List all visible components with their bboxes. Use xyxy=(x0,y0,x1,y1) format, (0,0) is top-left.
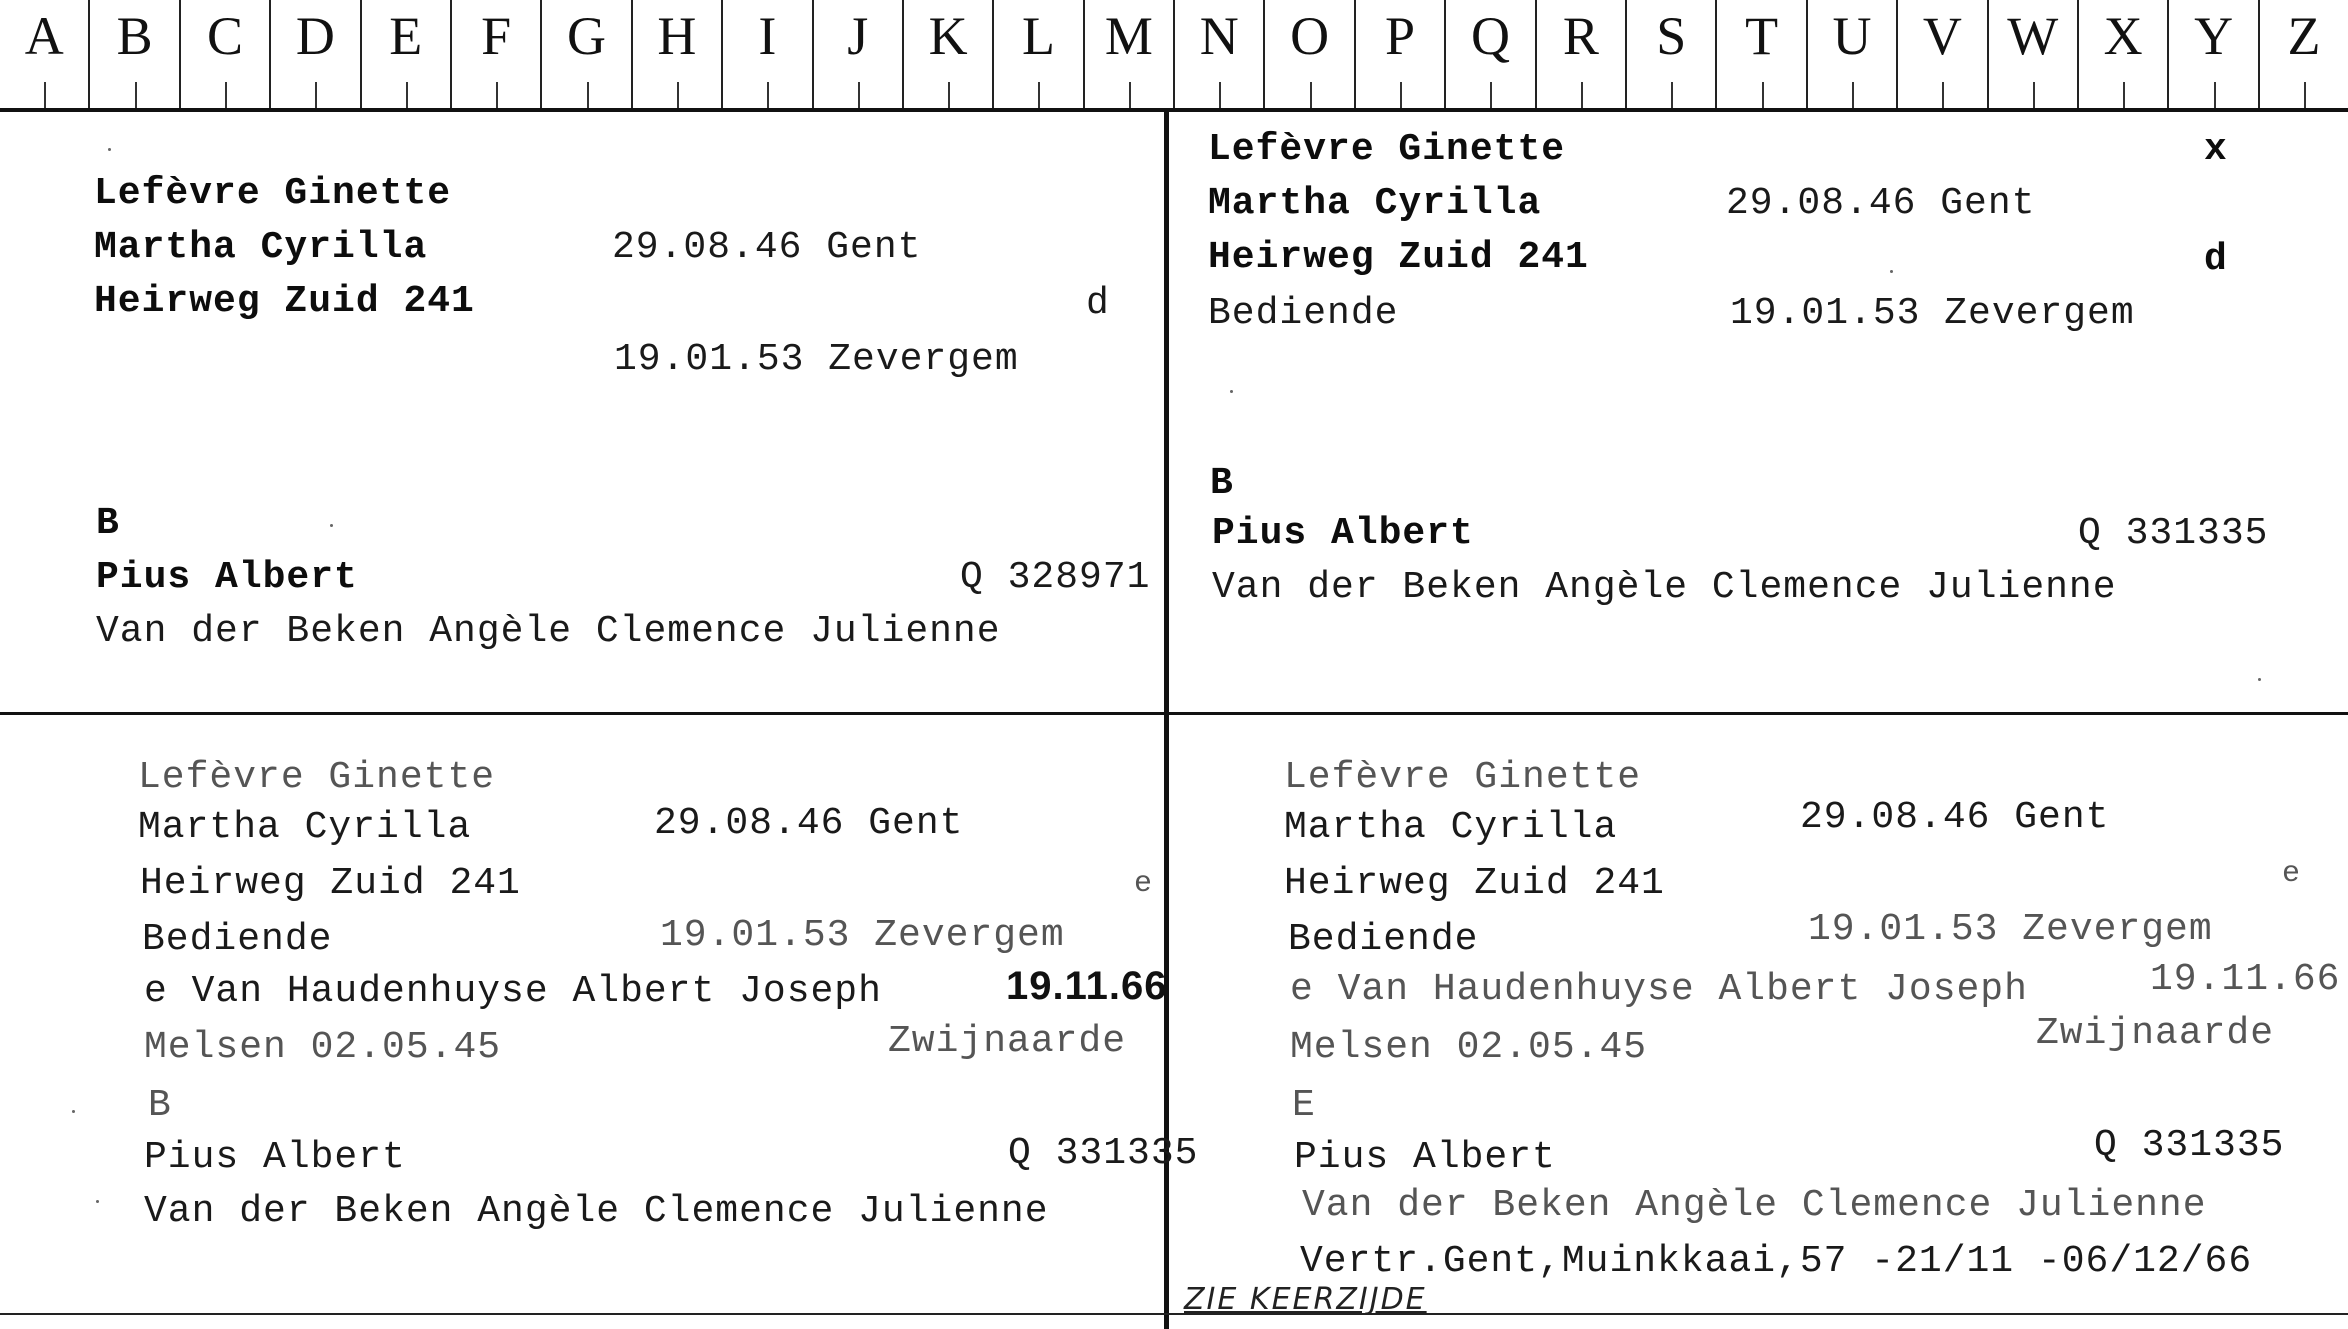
card-spouse-birth: Melsen 02.05.45 xyxy=(1290,1026,1648,1069)
alphabet-letter: B xyxy=(88,0,178,108)
scan-speck xyxy=(96,1200,99,1203)
card-father: Pius Albert xyxy=(1294,1136,1556,1179)
card-given-names: Martha Cyrilla xyxy=(1208,182,1542,225)
card-mother: Van der Beken Angèle Clemence Julienne xyxy=(1212,566,2117,609)
alphabet-letter: C xyxy=(179,0,269,108)
card-date-place: 19.01.53 Zevergem xyxy=(1730,292,2135,335)
card-code: B xyxy=(96,502,120,545)
card-marker: d xyxy=(1086,282,1110,325)
card-surname: Lefèvre Ginette xyxy=(1284,756,1642,799)
alphabet-letter: R xyxy=(1535,0,1625,108)
alphabet-letter: Q xyxy=(1444,0,1534,108)
card-date-place: 19.01.53 Zevergem xyxy=(660,914,1065,957)
card-code: B xyxy=(1210,462,1234,505)
alphabet-letter: S xyxy=(1625,0,1715,108)
scan-speck xyxy=(330,524,333,527)
alphabet-letter: O xyxy=(1263,0,1353,108)
alphabet-letter: U xyxy=(1806,0,1896,108)
card-mother: Van der Beken Angèle Clemence Julienne xyxy=(96,610,1001,653)
card-father: Pius Albert xyxy=(96,556,358,599)
card-address: Heirweg Zuid 241 xyxy=(1284,862,1665,905)
alphabet-letter: G xyxy=(540,0,630,108)
alphabet-letter: W xyxy=(1987,0,2077,108)
card-mark-x: x xyxy=(2204,128,2228,171)
card-address: Heirweg Zuid 241 xyxy=(94,280,475,323)
card-birth: 29.08.46 Gent xyxy=(1726,182,2036,225)
card-spouse-place: Zwijnaarde xyxy=(888,1020,1127,1063)
alphabet-letter: H xyxy=(631,0,721,108)
scan-speck xyxy=(72,1110,75,1113)
scan-speck xyxy=(108,148,111,151)
card-given-names: Martha Cyrilla xyxy=(138,806,472,849)
card-occupation: Bediende xyxy=(1208,292,1399,335)
card-father: Pius Albert xyxy=(1212,512,1474,555)
card-spouse: e Van Haudenhuyse Albert Joseph xyxy=(144,970,882,1013)
alphabet-letter: I xyxy=(721,0,811,108)
handwritten-note: ZIE KEERZIJDE xyxy=(1184,1282,1427,1317)
card-date-place: 19.01.53 Zevergem xyxy=(1808,908,2213,951)
card-marker: e xyxy=(2282,857,2302,891)
card-code: E xyxy=(1292,1084,1316,1127)
card-spouse-birth: Melsen 02.05.45 xyxy=(144,1026,502,1069)
alphabet-letter: E xyxy=(360,0,450,108)
card-date-place: 19.01.53 Zevergem xyxy=(614,338,1019,381)
alphabet-letter: J xyxy=(812,0,902,108)
card-given-names: Martha Cyrilla xyxy=(1284,806,1618,849)
card-occupation: Bediende xyxy=(142,918,333,961)
alphabet-letter: P xyxy=(1354,0,1444,108)
card-birth: 29.08.46 Gent xyxy=(654,802,964,845)
card-marker: e xyxy=(1134,867,1154,901)
alphabet-letter: L xyxy=(992,0,1082,108)
alphabet-letter: V xyxy=(1896,0,1986,108)
card-surname: Lefèvre Ginette xyxy=(94,172,452,215)
card-note: Vertr.Gent,Muinkkaai,57 -21/11 -06/12/66 xyxy=(1300,1240,2253,1283)
card-mother: Van der Beken Angèle Clemence Julienne xyxy=(1302,1184,2207,1227)
card-occupation: Bediende xyxy=(1288,918,1479,961)
card-birth: 29.08.46 Gent xyxy=(1800,796,2110,839)
alphabet-letter: X xyxy=(2077,0,2167,108)
card-reference: Q 331335 xyxy=(2094,1124,2285,1167)
card-address: Heirweg Zuid 241 xyxy=(140,862,521,905)
alphabet-letter: A xyxy=(0,0,88,108)
card-surname: Lefèvre Ginette xyxy=(138,756,496,799)
card-given-names: Martha Cyrilla xyxy=(94,226,428,269)
card-spouse: e Van Haudenhuyse Albert Joseph xyxy=(1290,968,2028,1011)
alphabet-letter: F xyxy=(450,0,540,108)
horizontal-divider xyxy=(0,712,2348,715)
card-reference: Q 331335 xyxy=(1008,1132,1199,1175)
alphabet-letter: D xyxy=(269,0,359,108)
card-code: B xyxy=(148,1084,172,1127)
card-spouse-place: Zwijnaarde xyxy=(2036,1012,2275,1055)
card-marker: d xyxy=(2204,238,2228,281)
alphabet-letter: M xyxy=(1083,0,1173,108)
alphabet-letter: Z xyxy=(2258,0,2348,108)
card-stamp-date: 19.11.66 xyxy=(1006,964,1168,1008)
card-mother: Van der Beken Angèle Clemence Julienne xyxy=(144,1190,1049,1233)
card-spouse-date: 19.11.66 xyxy=(2150,958,2341,1001)
card-surname: Lefèvre Ginette xyxy=(1208,128,1566,171)
card-reference: Q 328971 xyxy=(960,556,1151,599)
bottom-rule xyxy=(0,1313,2348,1315)
scan-speck xyxy=(1230,390,1233,393)
alphabet-letter: Y xyxy=(2167,0,2257,108)
alphabet-letter: N xyxy=(1173,0,1263,108)
card-birth: 29.08.46 Gent xyxy=(612,226,922,269)
alphabet-letter: T xyxy=(1715,0,1805,108)
card-reference: Q 331335 xyxy=(2078,512,2269,555)
scan-speck xyxy=(1890,270,1893,273)
scan-speck xyxy=(2258,678,2261,681)
alphabet-index-strip xyxy=(0,0,2348,112)
card-father: Pius Albert xyxy=(144,1136,406,1179)
card-address: Heirweg Zuid 241 xyxy=(1208,236,1589,279)
alphabet-letter: K xyxy=(902,0,992,108)
